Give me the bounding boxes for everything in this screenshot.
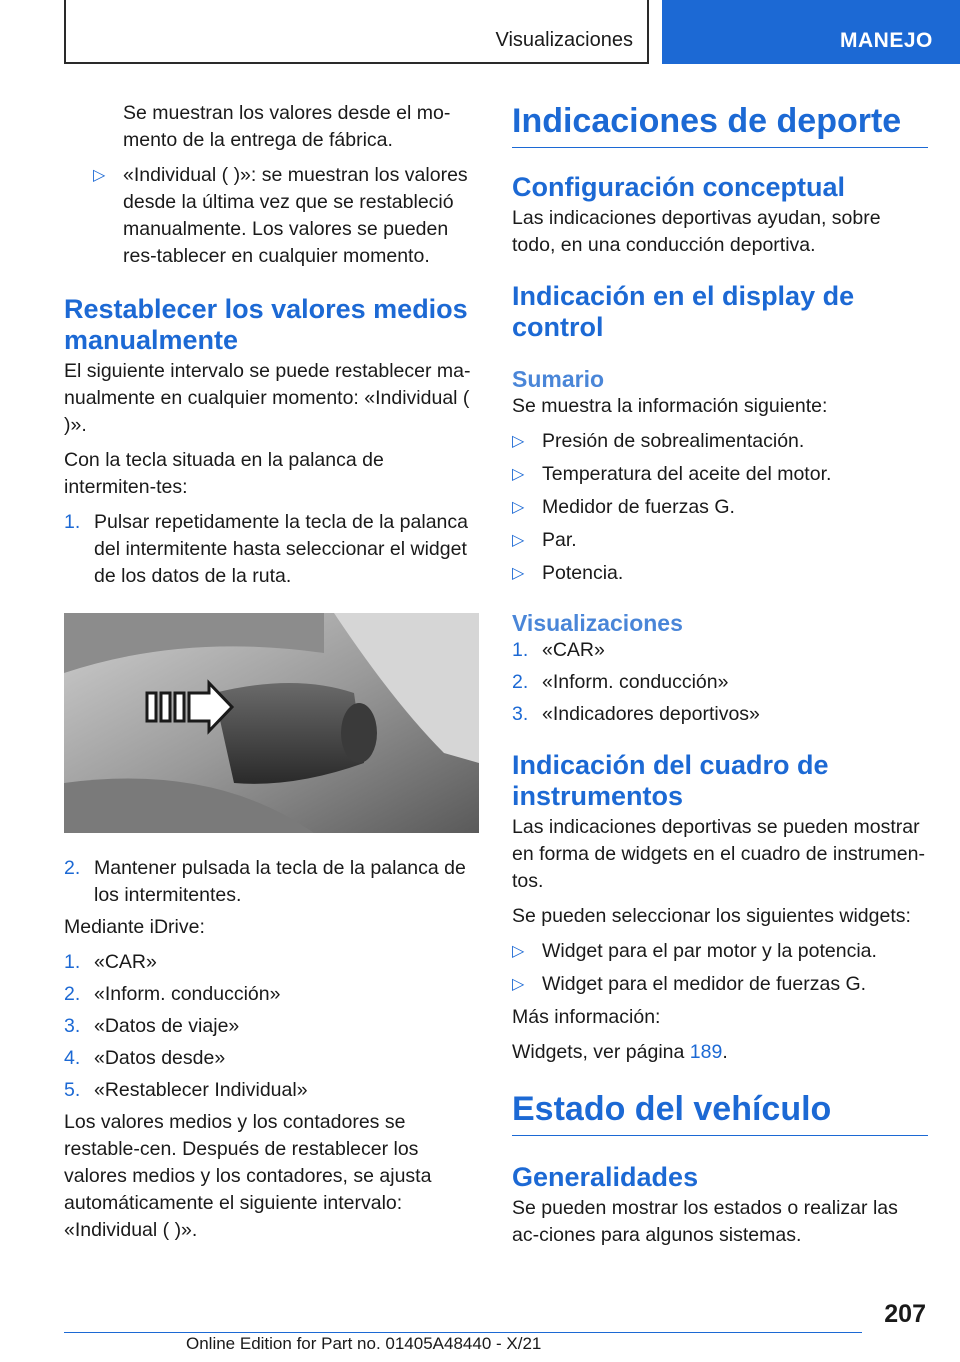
page-189-link[interactable]: 189 <box>689 1041 723 1063</box>
list-item <box>64 509 479 590</box>
bullet-text: Potencia. <box>542 562 624 584</box>
triangle-bullet-icon: ▷ <box>512 565 525 582</box>
triangle-bullet-icon: ▷ <box>93 167 106 184</box>
step-text: «Datos de viaje» <box>94 1015 240 1037</box>
right-column <box>512 100 928 1257</box>
header-chapter-tab: MANEJO <box>662 0 960 64</box>
footer-edition: Online Edition for Part no. 01405A48440 - X/21 <box>186 1334 542 1353</box>
step-text: Pulsar repetidamente la tecla de la palanca del intermitente hasta seleccionar el widget de los datos de la ruta. <box>94 511 468 587</box>
step-number: 5. <box>64 1079 81 1101</box>
list-item <box>512 701 928 728</box>
list-item <box>512 669 928 696</box>
step-text: «CAR» <box>542 639 605 661</box>
list-item <box>512 461 928 488</box>
bullet-text: Presión de sobrealimentación. <box>542 430 805 452</box>
bullet-text: Temperatura del aceite del motor. <box>542 463 832 485</box>
triangle-bullet-icon: ▷ <box>512 976 525 993</box>
reference-suffix: . <box>722 1041 728 1063</box>
cluster-heading: Indicación del cuadro de instrumentos <box>512 750 829 811</box>
idrive-label: Mediante iDrive: <box>64 916 205 938</box>
step-number: 3. <box>512 703 529 725</box>
bullet-text: «Individual ( )»: se muestran los valores desde la última vez que se restableció manualmente. Los valores se pueden res-tablecer en cualquier momento. <box>123 164 468 267</box>
concept-text: Las indicaciones deportivas ayudan, sobre todo, en una conducción deportiva. <box>512 207 881 256</box>
status-heading: Estado del vehículo <box>512 1088 928 1136</box>
list-item <box>64 162 479 270</box>
general-heading: Generalidades <box>512 1162 699 1192</box>
step-number: 1. <box>64 951 81 973</box>
bullet-text: Widget para el par motor y la potencia. <box>542 940 877 962</box>
sport-heading: Indicaciones de deporte <box>512 100 928 148</box>
step-number: 3. <box>64 1015 81 1037</box>
step-text: «Restablecer Individual» <box>94 1079 308 1101</box>
list-item <box>64 981 479 1008</box>
bullet-text: Widget para el medidor de fuerzas G. <box>542 973 867 995</box>
list-item <box>512 428 928 455</box>
list-item <box>64 855 479 909</box>
reset-para-2: Con la tecla situada en la palanca de intermiten-tes: <box>64 449 384 498</box>
step-text: «Inform. conducción» <box>94 983 281 1005</box>
widgets-reference <box>512 1039 928 1066</box>
cluster-text: Las indicaciones deportivas se pueden mostrar en forma de widgets en el cuadro de instrumen-tos. <box>512 816 925 892</box>
views-heading: Visualizaciones <box>512 610 683 636</box>
left-column <box>64 100 479 1252</box>
step-number: 2. <box>512 671 529 693</box>
widgets-intro: Se pueden seleccionar los siguientes widgets: <box>512 905 911 927</box>
step-number: 1. <box>64 511 81 533</box>
triangle-bullet-icon: ▷ <box>512 499 525 516</box>
list-item <box>64 1077 479 1104</box>
triangle-bullet-icon: ▷ <box>512 433 525 450</box>
summary-heading: Sumario <box>512 366 605 392</box>
closing-paragraph: Los valores medios y los contadores se restable-cen. Después de restablecer los valores medios y los contadores, se ajusta automáticamente el siguiente intervalo: «Individual ( )». <box>64 1111 432 1241</box>
step-number: 2. <box>64 983 81 1005</box>
bullet-text: Medidor de fuerzas G. <box>542 496 735 518</box>
header-section-title: Visualizaciones <box>495 29 633 51</box>
step-text: «CAR» <box>94 951 157 973</box>
list-item <box>512 527 928 554</box>
summary-intro: Se muestra la información siguiente: <box>512 395 828 417</box>
reset-para-1: El siguiente intervalo se puede restablecer ma-nualmente en cualquier momento: «Individual ( )». <box>64 360 471 436</box>
list-item <box>64 1013 479 1040</box>
footer-divider <box>64 1332 862 1333</box>
reference-prefix: Widgets, ver página <box>512 1041 690 1063</box>
header-box <box>64 0 649 64</box>
more-info-label: Más información: <box>512 1006 661 1028</box>
reset-heading: Restablecer los valores medios manualmente <box>64 294 468 355</box>
step-number: 4. <box>64 1047 81 1069</box>
list-item <box>512 637 928 664</box>
step-text: «Datos desde» <box>94 1047 226 1069</box>
bullet-text: Par. <box>542 529 577 551</box>
turn-signal-lever-figure <box>64 613 479 833</box>
step-text: Mantener pulsada la tecla de la palanca de los intermitentes. <box>94 857 466 906</box>
list-item <box>512 971 928 998</box>
step-text: «Inform. conducción» <box>542 671 729 693</box>
general-text: Se pueden mostrar los estados o realizar las ac-ciones para algunos sistemas. <box>512 1197 898 1246</box>
triangle-bullet-icon: ▷ <box>512 943 525 960</box>
list-item <box>512 494 928 521</box>
triangle-bullet-icon: ▷ <box>512 532 525 549</box>
display-heading: Indicación en el display de control <box>512 281 855 342</box>
list-item <box>64 1045 479 1072</box>
list-item <box>512 560 928 587</box>
step-number: 2. <box>64 857 81 879</box>
intro-text: Se muestran los valores desde el mo-mento de la entrega de fábrica. <box>123 102 451 151</box>
triangle-bullet-icon: ▷ <box>512 466 525 483</box>
page-number: 207 <box>884 1300 926 1328</box>
list-item <box>512 938 928 965</box>
concept-heading: Configuración conceptual <box>512 172 846 202</box>
step-number: 1. <box>512 639 529 661</box>
step-text: «Indicadores deportivos» <box>542 703 760 725</box>
list-item <box>64 949 479 976</box>
